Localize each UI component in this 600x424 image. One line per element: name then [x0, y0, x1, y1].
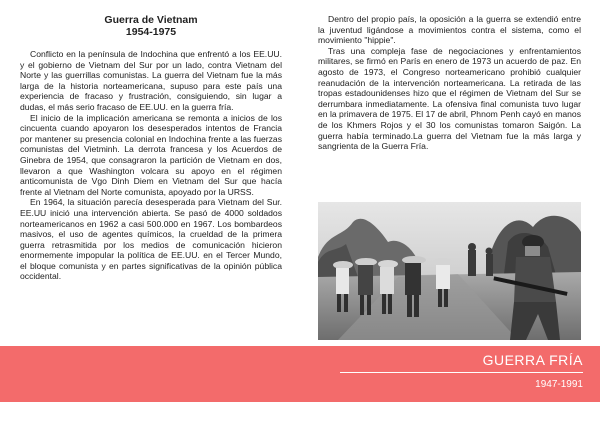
paragraph: En 1964, la situación parecía desesperada para Vietnam del Sur. EE.UU inició una intervención abierta. Se pasó de 4000 soldados norteamericanos en 1962 a casi 500.000 en 1967. Los bombardeos masivos, el uso de agentes químicos, la crueldad de la primera guerra retrasmitida por los medios de comunicación hicieron enormemente impopular la política de EE.UU. en el Tercer Mundo, el bloque comunista y en partes significativas de la opinión pública occidental.: [20, 197, 282, 282]
left-column: [20, 14, 282, 282]
footer-title: GUERRA FRÍA: [482, 352, 583, 368]
paragraph: Tras una compleja fase de negociaciones y enfrentamientos militares, se firmó en París en enero de 1973 un acuerdo de paz. En agosto de 1973, el Congreso norteamericano prohibió cualquier reanudación de la intervención norteamericana. La retirada de las tropas estadounidenses hizo que el régimen de Vietnam del Sur se derrumbara inmediatamente. La ofensiva final comunista tuvo lugar en la primavera de 1975. El 17 de abril, Phnom Penh cayó en manos de los Khmers Rojos y el 30 los comunistas tomaron Saigón. La guerra había terminado.La guerra del Vietnam fue la más larga y sangrienta de la Guerra Fría.: [318, 45, 581, 152]
vietnam-war-photo: [318, 202, 581, 340]
footer-divider: [340, 372, 583, 373]
paragraph: Dentro del propio país, la oposición a la guerra se extendió entre la juventud ligándose a movimientos contra el sistema, como el movimiento "hippie".: [318, 14, 581, 46]
article-title: Guerra de Vietnam: [104, 14, 198, 26]
right-column: [318, 14, 581, 152]
paragraph: El inicio de la implicación americana se remonta a inicios de los cincuenta cuando apoyaron los desesperados intentos de Francia por mantener su presencia colonial en Indochina frente a las fuerzas comunistas del Vietminh. La derrota francesa y los Acuerdos de Ginebra de 1954, que consagraron la partición de Vietnam en dos, llevaron a que Washington volcara su apoyo en el régimen anticomunista de Vgo Dinh Diem en Vietnam del Sur que hacía frente al Vietnam del Norte comunista, apoyado por la URSS.: [20, 112, 282, 197]
paragraph: Conflicto en la península de Indochina que enfrentó a los EE.UU. y el gobierno de Vietnam del Sur por un lado, contra Vietnam del Norte y las guerrillas comunistas. La guerra del Vietnam fue la más larga de la historia norteamericana, supuso para este país una experiencia de fracaso y frustración, consiguiendo, sin lugar a dudas, el más serio fracaso de EE.UU. en la guerra fría.: [20, 49, 282, 112]
article-years: 1954-1975: [125, 26, 177, 38]
footer-years: 1947-1991: [535, 379, 583, 390]
